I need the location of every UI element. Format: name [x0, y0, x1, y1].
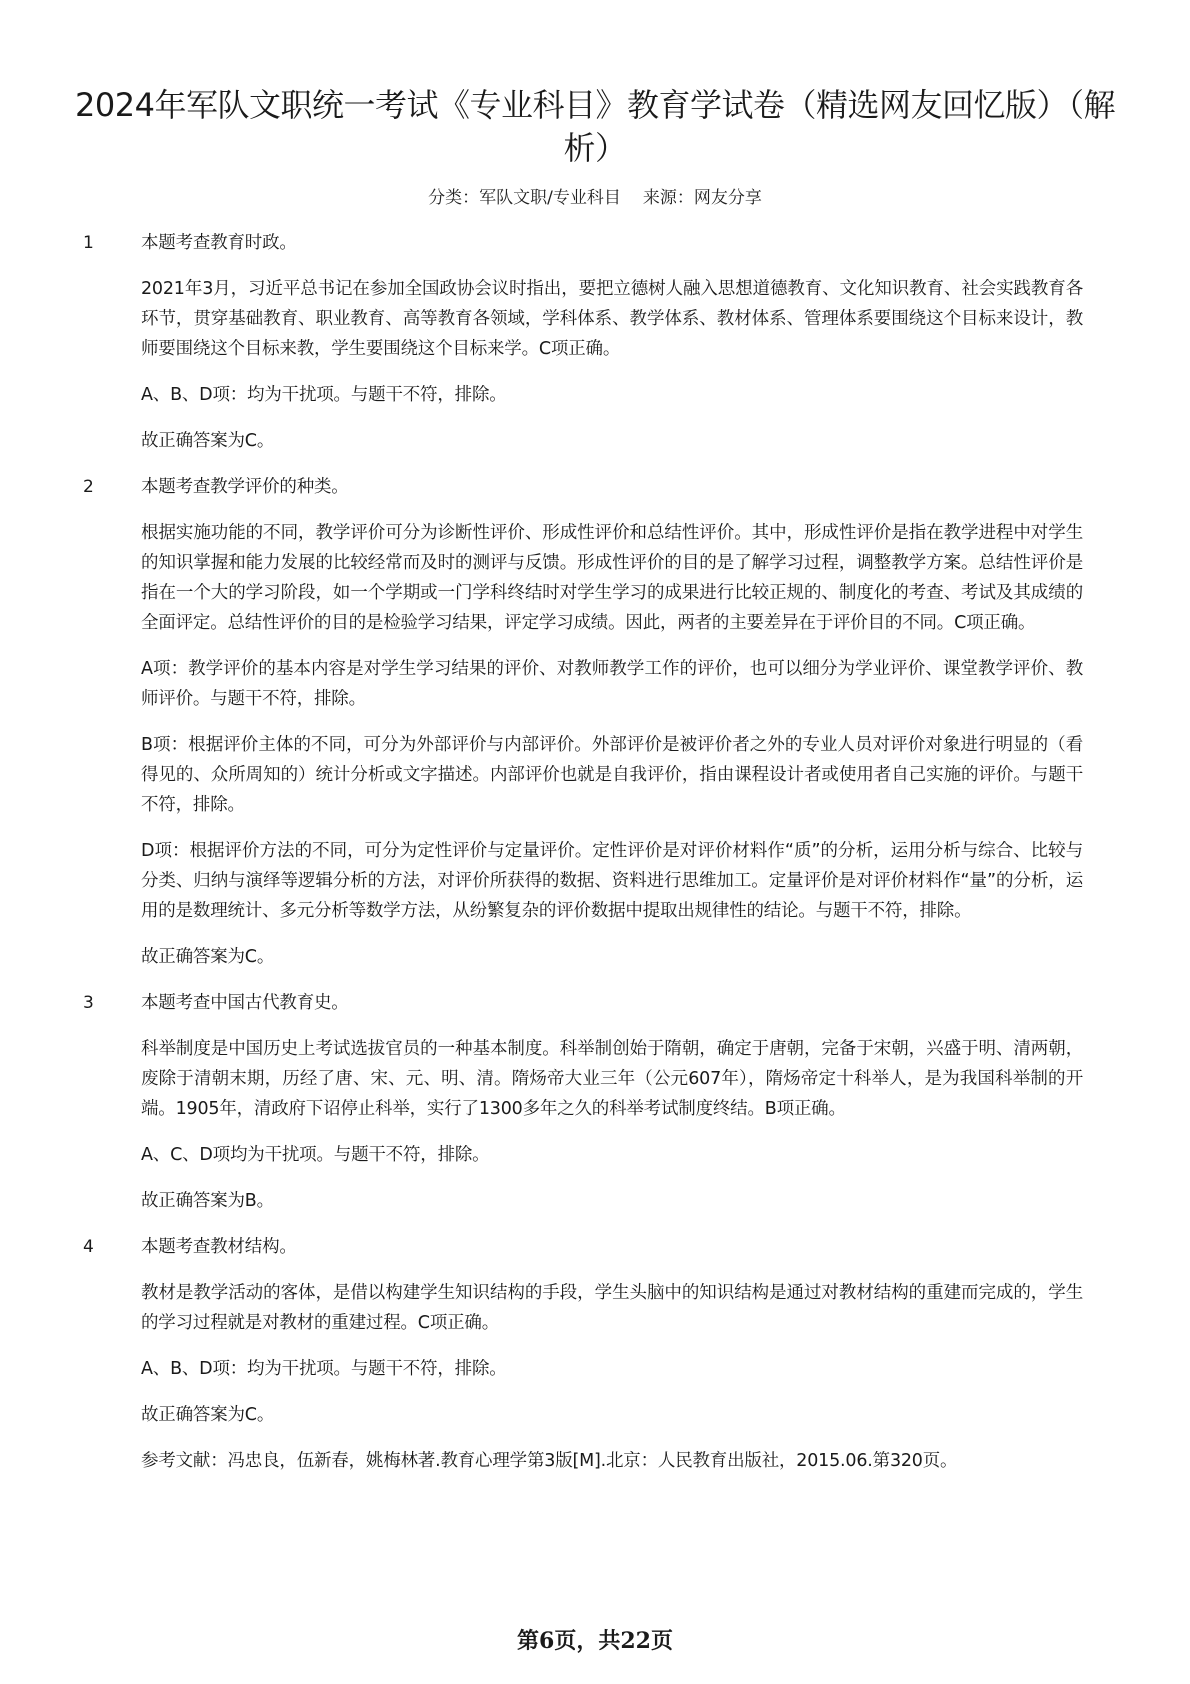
- question-list: [0, 228, 1190, 1492]
- source-label: 来源：网友分享: [642, 188, 762, 208]
- explanation-paragraph: 参考文献：冯忠良，伍新春，姚梅林著.教育心理学第3版[M].北京：人民教育出版社，2015.06.第320页。: [141, 1451, 958, 1471]
- explanation-paragraph: B项：根据评价主体的不同，可分为外部评价与内部评价。外部评价是被评价者之外的专业人员对评价对象进行明显的（看得见的、众所周知的）统计分析或文字描述。内部评价也就是自我评价，指由课程设计者或使用者自己实施的评价。与题干不符，排除。: [141, 735, 1083, 815]
- question-number: 2: [83, 477, 94, 497]
- explanation-paragraph: A、C、D项均为干扰项。与题干不符，排除。: [141, 1145, 490, 1165]
- question-block: [0, 988, 1190, 1216]
- page-number: 第6页，共22页: [517, 1628, 673, 1654]
- explanation-paragraph: A项：教学评价的基本内容是对学生学习结果的评价、对教师教学工作的评价，也可以细分为学业评价、课堂教学评价、教师评价。与题干不符，排除。: [141, 659, 1083, 709]
- question-block: [0, 228, 1190, 456]
- question-block: [0, 472, 1190, 972]
- question-topic: 本题考查教学评价的种类。: [141, 477, 349, 497]
- question-block: [0, 1232, 1190, 1476]
- question-topic: 本题考查中国古代教育史。: [141, 993, 349, 1013]
- question-number: 4: [83, 1237, 94, 1257]
- document-meta: [0, 187, 1190, 209]
- question-number: 3: [83, 993, 94, 1013]
- explanation-paragraph: 根据实施功能的不同，教学评价可分为诊断性评价、形成性评价和总结性评价。其中，形成性评价是指在教学进程中对学生的知识掌握和能力发展的比较经常而及时的测评与反馈。形成性评价的目的是了解学习过程，调整教学方案。总结性评价是指在一个大的学习阶段，如一个学期或一门学科终结时对学生学习的成果进行比较正规的、制度化的考查、考试及其成绩的全面评定。总结性评价的目的是检验学习结果，评定学习成绩。因此，两者的主要差异在于评价目的不同。C项正确。: [141, 523, 1083, 633]
- question-topic: 本题考查教材结构。: [141, 1237, 297, 1257]
- explanation-paragraph: 故正确答案为C。: [141, 1405, 275, 1425]
- explanation-paragraph: D项：根据评价方法的不同，可分为定性评价与定量评价。定性评价是对评价材料作“质”的分析，运用分析与综合、比较与分类、归纳与演绎等逻辑分析的方法，对评价所获得的数据、资料进行思维加工。定量评价是对评价材料作“量”的分析，运用的是数理统计、多元分析等数学方法，从纷繁复杂的评价数据中提取出规律性的结论。与题干不符，排除。: [141, 841, 1083, 921]
- explanation-paragraph: 故正确答案为C。: [141, 431, 275, 451]
- question-topic: 本题考查教育时政。: [141, 233, 297, 253]
- category-label: 分类：军队文职/专业科目: [428, 188, 621, 208]
- question-number: 1: [83, 233, 94, 253]
- explanation-paragraph: 2021年3月，习近平总书记在参加全国政协会议时指出，要把立德树人融入思想道德教育、文化知识教育、社会实践教育各环节，贯穿基础教育、职业教育、高等教育各领域，学科体系、教学体系、教材体系、管理体系要围绕这个目标来设计，教师要围绕这个目标来教，学生要围绕这个目标来学。C项正确。: [141, 279, 1083, 359]
- explanation-paragraph: A、B、D项：均为干扰项。与题干不符，排除。: [141, 385, 507, 405]
- explanation-paragraph: 故正确答案为C。: [141, 947, 275, 967]
- explanation-paragraph: A、B、D项：均为干扰项。与题干不符，排除。: [141, 1359, 507, 1379]
- explanation-paragraph: 科举制度是中国历史上考试选拔官员的一种基本制度。科举制创始于隋朝，确定于唐朝，完备于宋朝，兴盛于明、清两朝，废除于清朝末期，历经了唐、宋、元、明、清。隋炀帝大业三年（公元607年），隋炀帝定十科举人，是为我国科举制的开端。1905年，清政府下诏停止科举，实行了1300多年之久的科举考试制度终结。B项正确。: [141, 1039, 1083, 1119]
- page-title: 2024年军队文职统一考试《专业科目》教育学试卷（精选网友回忆版）（解析）: [75, 86, 1115, 167]
- explanation-paragraph: 教材是教学活动的客体，是借以构建学生知识结构的手段，学生头脑中的知识结构是通过对教材结构的重建而完成的，学生的学习过程就是对教材的重建过程。C项正确。: [141, 1283, 1083, 1333]
- explanation-paragraph: 故正确答案为B。: [141, 1191, 274, 1211]
